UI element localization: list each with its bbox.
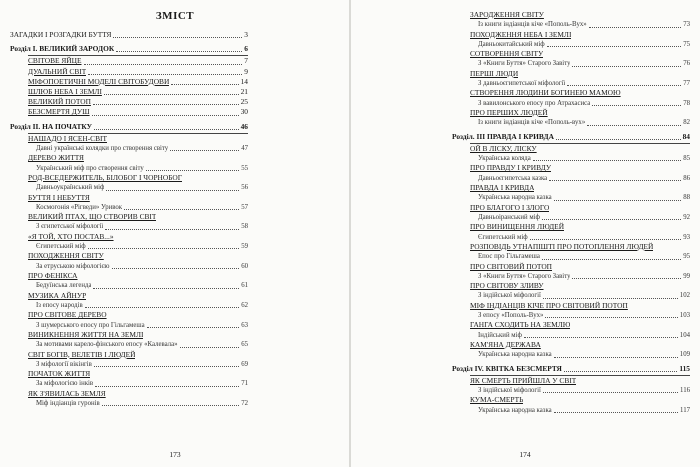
toc-source [452,272,690,281]
toc-leader-dots [556,139,681,140]
toc-entry-label: Давньоєгипетська казка [478,174,548,182]
toc-source [10,340,248,349]
toc-entry [452,10,690,20]
toc-entry-label: Епос про Гільгамеша [478,253,540,261]
toc-entry-page: 3 [244,30,248,39]
toc-leader-dots [533,160,681,161]
toc-entry-page: 25 [240,97,248,107]
toc-leader-dots [104,94,239,95]
toc-entry [452,242,690,252]
toc-leader-dots [85,307,239,308]
toc-entry [10,330,248,340]
toc-entry [452,301,690,311]
toc-entry-label: З індійської міфології [478,386,541,394]
toc-entry-label: За міфологією інків [36,380,94,388]
toc-entry-label: З індійської міфології [478,292,541,300]
toc-entry-label: З міфології вікінгів [36,360,92,368]
toc-leader-dots [592,105,681,106]
toc-leader-dots [124,209,239,210]
toc-entry [10,193,248,203]
toc-entry-label: ПОХОДЖЕННЯ НЕБА І ЗЕМЛІ [470,29,572,39]
toc-entry-page: 60 [241,262,248,270]
toc-entry [10,107,248,117]
toc-entry-label: ПРО СВІТОВЕ ДЕРЕВО [28,310,107,320]
toc-entry-page: 103 [679,311,690,319]
toc-entry-label: Єгипетський міф [478,233,528,241]
toc-entry-label: ДЕРЕВО ЖИТТЯ [28,153,84,163]
toc-entry-label: СВІТОВЕ ЯЙЦЕ [28,56,82,66]
toc-leader-dots [542,259,681,260]
toc-entry-page: 63 [241,321,248,329]
toc-entry-label: ЯК З'ЯВИЛАСЬ ЗЕМЛЯ [28,388,106,398]
toc-entry-label: МІФОПОЕТИЧНІ МОДЕЛІ СВІТОБУДОВИ [28,76,170,86]
toc-leader-dots [564,371,677,372]
toc-leader-dots [88,248,240,249]
toc-entry-page: 14 [240,76,248,86]
toc-entry-label: З «Книги Буття» Старого Завіту [478,60,571,68]
toc-entry-page: 46 [240,121,248,131]
toc-entry-page: 93 [683,233,690,241]
toc-leader-dots [113,37,242,38]
toc-entry-page: 58 [241,223,248,231]
toc-source [452,252,690,261]
toc-entry-page: 47 [241,145,248,153]
toc-leader-dots [105,229,239,230]
toc-entry-page: 69 [241,360,248,368]
toc-entry-label: ВЕЛИКИЙ ПОТОП [28,97,91,107]
toc-entry-label: ПРО ФЕНІКСА [28,271,78,281]
toc-source [10,281,248,290]
toc-source [452,331,690,340]
toc-entry-label: Бедуїнська легенда [36,282,92,290]
toc-entry-label: ПРО БЛАГОГО І ЗЛОГО [470,202,550,212]
toc-entry [452,88,690,98]
toc-source [10,262,248,271]
toc-source [10,183,248,192]
toc-entry-page: 65 [241,341,248,349]
toc-entry [10,30,248,40]
toc-entry-page: 88 [683,194,690,202]
toc-entry-label: НАШАДО І ЯСЕН-СВІТ [28,133,108,143]
right-page [350,0,700,467]
toc-entry-page: 117 [680,406,690,414]
toc-entry [10,173,248,183]
toc-entry [452,163,690,173]
toc-entry-label: З вавилонського епосу про Атрахасиса [478,99,591,107]
toc-entry-label: ОЙ В ЛІСКУ, ЛІСКУ [470,143,537,153]
toc-entry-page: 99 [683,272,690,280]
toc-leader-dots [84,64,243,65]
toc-source [452,154,690,163]
toc-entry-label: ДУАЛЬНИЙ СВІТ [28,66,87,76]
toc-entry-page: 104 [679,331,690,339]
toc-entry-page: 21 [240,87,248,97]
toc-source [10,301,248,310]
toc-entry-label: Із книги індіанців кіче «Пополь-Вух» [478,21,587,29]
toc-source [10,222,248,231]
toc-leader-dots [572,278,681,279]
toc-entry-page: 76 [683,60,690,68]
toc-entry [452,108,690,118]
toc-source [452,311,690,320]
toc-source [452,193,690,202]
toc-source [10,164,248,173]
toc-entry-label: Міф індіанців гуронів [36,399,100,407]
toc-entry [10,87,248,97]
toc-entry [10,310,248,320]
toc-leader-dots [542,219,681,220]
toc-entry-label: «Я ТОЙ, ХТО ПОСТАВ...» [28,231,114,241]
toc-entry-label: З давньоєгипетської міфології [478,80,566,88]
toc-entry [10,134,248,144]
toc-source [452,406,690,415]
toc-entry-label: Давньоіранський міф [478,213,540,221]
toc-entry [10,77,248,87]
toc-entry [452,340,690,350]
toc-leader-dots [93,288,239,289]
toc-leader-dots [547,46,682,47]
toc-leader-dots [92,115,239,116]
toc-entry-label: МУЗИКА АЙНУР [28,290,87,300]
toc-entry-page: 55 [241,164,248,172]
toc-leader-dots [171,84,238,85]
toc-entry [452,183,690,193]
toc-entry-label: КУМА-СМЕРТЬ [470,395,524,405]
toc-source [452,59,690,68]
toc-entry [10,232,248,242]
toc-leader-dots [524,337,678,338]
toc-entry-page: 102 [679,292,690,300]
toc-leader-dots [147,327,240,328]
toc-source [452,118,690,127]
toc-entry [452,203,690,213]
toc-entry-label: Українська коляда [478,155,531,163]
toc-entry-page: 116 [680,386,690,394]
toc-entry [10,271,248,281]
toc-leader-dots [587,125,681,126]
toc-entry [10,251,248,261]
toc-source [452,79,690,88]
toc-entry-label: З «Книги Буття» Старого Завіту [478,272,571,280]
toc-leader-dots [554,200,682,201]
toc-entry-label: СТВОРЕННЯ ЛЮДИНИ БОГИНЕЮ МАМОЮ [470,88,621,98]
toc-entry-page: 92 [683,213,690,221]
toc-entry-page: 7 [244,56,248,66]
toc-source [10,379,248,388]
toc-entry-label: Українська народна казка [478,194,552,202]
toc-entry-label: Українська народна казка [478,406,552,414]
toc-entry [10,350,248,360]
toc-entry-label: ВИНИКНЕННЯ ЖИТТЯ НА ЗЕМЛІ [28,329,144,339]
toc-source [452,386,690,395]
toc-source [10,242,248,251]
toc-entry-page: 61 [241,282,248,290]
toc-leader-dots [543,298,678,299]
toc-source [452,233,690,242]
toc-entry-label: Давньокитайський міф [478,40,545,48]
toc-leader-dots [88,74,242,75]
toc-heading: ЗМІСТ [155,10,195,22]
toc-leader-dots [543,392,678,393]
toc-entry-page: 85 [683,155,690,163]
toc-entry-label: БУТТЯ І НЕБУТТЯ [28,192,90,202]
toc-leader-dots [180,347,240,348]
toc-source [10,360,248,369]
toc-leader-dots [93,104,239,105]
toc-entry-label: З шумерського епосу про Гільгамеша [36,321,145,329]
toc-entry [452,320,690,330]
toc-leader-dots [102,405,239,406]
toc-entry [452,144,690,154]
toc-entry-label: Індійський міф [478,331,522,339]
toc-leader-dots [554,357,678,358]
toc-entry [452,69,690,79]
toc-entry [10,97,248,107]
toc-entry-label: ПОЧАТОК ЖИТТЯ [28,369,91,379]
toc-entry-label: ПРО ВИНИЩЕННЯ ЛЮДЕЙ [470,222,565,232]
toc-entry-label: ПРО ПРАВДУ І КРИВДУ [470,163,552,173]
toc-source [452,40,690,49]
toc-entry-label: Український міф про створення світу [36,164,144,172]
toc-entry-label: З єгипетської міфології [36,223,104,231]
toc-leader-dots [94,366,239,367]
toc-leader-dots [112,268,240,269]
toc-entry-label: Космогонія «Рігведи» Уривок [36,203,123,211]
toc-source [452,174,690,183]
toc-entry-label: ГАНГА СХОДИТЬ НА ЗЕМЛЮ [470,320,571,330]
toc-entry [10,212,248,222]
toc-entry-label: ПРАВДА І КРИВДА [470,183,535,193]
toc-source [452,350,690,359]
toc-entry-label: ПРО СВІТОВИЙ ПОТОП [470,261,553,271]
toc-entry [10,389,248,399]
toc-entry-page: 71 [241,380,248,388]
toc-entry-page: 62 [241,301,248,309]
toc-leader-dots [94,129,239,130]
toc-entry-label: Українська народна казка [478,351,552,359]
toc-entry [10,56,248,66]
toc-entry-label: ПОХОДЖЕННЯ СВІТУ [28,251,104,261]
toc-source [452,20,690,29]
toc-leader-dots [545,317,677,318]
toc-entry-page: 77 [683,80,690,88]
toc-leader-dots [116,51,242,52]
toc-entry-label: ЗАГАДКИ І РОЗГАДКИ БУТТЯ [10,30,112,39]
toc-entry-page: 95 [683,253,690,261]
toc-entry-label: МІФ ІНДІАНЦІВ КІЧЕ ПРО СВІТОВИЙ ПОТОП [470,300,628,310]
toc-entry-label: ВЕЛИКИЙ ПТАХ, ЩО СТВОРИВ СВІТ [28,212,157,222]
toc-entry-page: 109 [679,351,690,359]
toc-entry [452,376,690,386]
toc-entry-page: 82 [683,119,690,127]
toc-entry-page: 9 [244,66,248,76]
toc-entry [452,262,690,272]
toc-entry-label: ЯК СМЕРТЬ ПРИЙШЛА У СВІТ [470,375,577,385]
toc-leader-dots [95,386,239,387]
toc-entry [452,30,690,40]
toc-entry-page: 86 [683,174,690,182]
toc-entry-label: РОЗПОВІДЬ УТНАПІШТІ ПРО ПОТОПЛЕННЯ ЛЮДЕЙ [470,241,654,251]
toc-leader-dots [549,180,681,181]
toc-entry-label: Розділ IV. КВІТКА БЕЗСМЕРТЯ [452,363,562,373]
toc-entry [10,369,248,379]
toc-entry-page: 84 [682,131,690,141]
toc-entry [10,153,248,163]
toc-entry-label: ПЕРШІ ЛЮДИ [470,68,519,78]
toc-entry-label: Єгипетський міф [36,243,86,251]
toc-entry-page: 59 [241,243,248,251]
toc-leader-dots [146,170,239,171]
toc-entry-page: 78 [683,99,690,107]
toc-leader-dots [589,27,682,28]
toc-entry-label: ПРО ПЕРШИХ ЛЮДЕЙ [470,108,548,118]
toc-entry [452,49,690,59]
toc-source [10,321,248,330]
toc-leader-dots [554,412,678,413]
toc-entry-label: ЗАРОДЖЕННЯ СВІТУ [470,10,544,19]
toc-entry-page: 75 [683,40,690,48]
toc-entry [452,395,690,405]
toc-leader-dots [572,66,681,67]
toc-entry [452,281,690,291]
toc-section [10,44,248,54]
toc-leader-dots [106,190,239,191]
toc-entry-label: БЕЗСМЕРТЯ ДУШ [28,107,90,117]
toc-list-left [10,30,248,408]
toc-entry-label: Розділ. III ПРАВДА І КРИВДА [452,131,554,141]
toc-entry-label: Із епосу народів [36,301,83,309]
toc-list-right [452,10,690,415]
toc-entry-page: 115 [679,363,690,373]
toc-entry-label: КАМ'ЯНА ДЕРЖАВА [470,339,541,349]
toc-leader-dots [567,85,681,86]
toc-entry [10,67,248,77]
toc-entry-label: За мотивами карело-фінського епосу «Калевала» [36,341,178,349]
toc-section [452,132,690,142]
toc-leader-dots [170,150,239,151]
toc-entry-label: ПРО СВІТОВУ ЗЛИВУ [470,281,544,291]
toc-source [452,213,690,222]
toc-source [10,144,248,153]
toc-section [452,364,690,374]
toc-section [10,122,248,132]
toc-entry-label: За етруською міфологією [36,262,110,270]
toc-entry-label: Давньоукраїнський міф [36,184,105,192]
page-number-right: 174 [519,450,531,459]
toc-entry [452,222,690,232]
toc-source [10,399,248,408]
toc-entry [10,291,248,301]
toc-source [452,99,690,108]
toc-entry-label: З епосу «Пополь-Вух» [478,311,544,319]
toc-source [452,291,690,300]
toc-entry-page: 57 [241,203,248,211]
toc-entry-page: 73 [683,21,690,29]
toc-entry-label: Розділ II. НА ПОЧАТКУ [10,121,93,131]
toc-entry-page: 30 [240,107,248,117]
toc-entry-label: ШЛЮБ НЕБА І ЗЕМЛІ [28,87,102,97]
toc-entry-label: СОТВОРЕННЯ СВІТУ [470,49,544,59]
toc-entry-page: 6 [244,44,248,54]
toc-source [10,203,248,212]
page-number-left: 173 [169,450,181,459]
toc-entry-page: 72 [241,399,248,407]
toc-entry-label: СВІТ БОГІВ, ВЕЛЕТІВ І ЛЮДЕЙ [28,349,136,359]
toc-leader-dots [530,239,682,240]
toc-entry-label: Розділ І. ВЕЛИКИЙ ЗАРОДОК [10,44,115,54]
toc-entry-label: Давні українські колядки про створення світу [36,145,169,153]
toc-entry-page: 56 [241,184,248,192]
toc-entry-label: Із книги індіанців кіче «Пополь-вух» [478,119,586,127]
toc-entry-label: РОД-ВСЕДЕРЖИТЕЛЬ, БІЛОБОГ І ЧОРНОБОГ [28,173,183,183]
